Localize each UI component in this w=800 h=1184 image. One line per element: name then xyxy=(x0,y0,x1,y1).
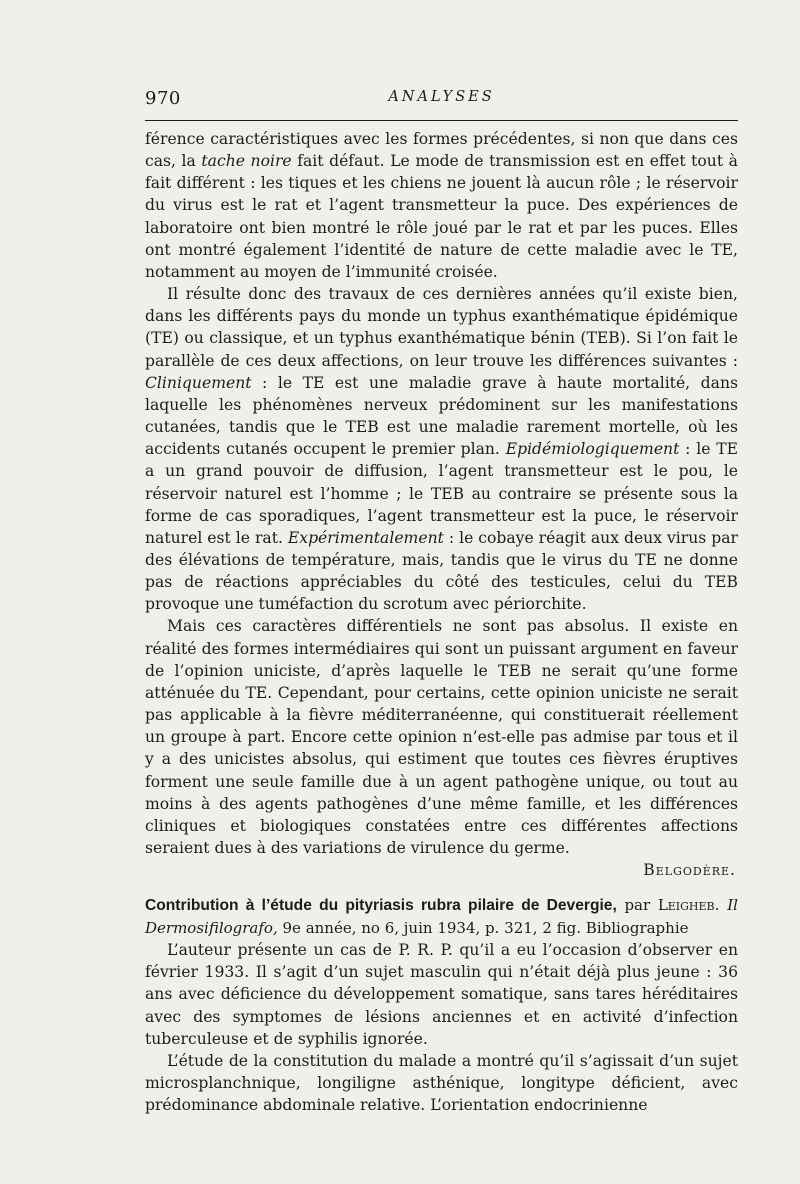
paragraph: Mais ces caractères différentiels ne sont pas absolus. Il existe en réalité des formes intermédiaires qui sont un puissant argument en faveur de l’opinion uniciste, d’après laquelle le TEB ne serait qu’une forme atténuée du TE. Cependant, pour certains, cette opinion uniciste ne serait pas applicable à la fièvre méditerranéenne, qui constituerait réellement un groupe à part. Encore cette opinion n’est-elle pas admise par tous et il y a des unicistes absolus, qui estiment que toutes ces fièvres éruptives forment une seule famille due à un agent pathogène unique, ou tout au moins à des agents pathogènes d’une même famille, et les différences cliniques et biologiques constatées entre ces différentes affections seraient dues à des variations de virulence du germe. xyxy=(145,617,738,857)
running-title: ANALYSES xyxy=(388,89,495,105)
emphasis: Expérimentalement xyxy=(287,528,444,547)
emphasis: Cliniquement xyxy=(145,373,252,392)
emphasis: tache noire xyxy=(201,152,292,171)
journal-name: Il Dermosifilografo, xyxy=(145,896,738,938)
page-number: 970 xyxy=(145,88,181,109)
article-heading: Contribution à l’étude du pityriasis rubra pilaire de Devergie, par Leigheb. Il Dermosifilografo, 9e année, no 6, juin 1934, p. 321, 2 fig. Bibliographie xyxy=(145,896,738,938)
page-header xyxy=(145,88,738,110)
paragraph: Il résulte donc des travaux de ces dernières années qu’il existe bien, dans les différents pays du monde un typhus exanthématique épidémique (TE) ou classique, et un typhus exanthématique bénin (TEB). Si l’on fait le parallèle de ces deux affections, on leur trouve les différences suivantes : Cliniquement : le TE est une maladie grave à haute mortalité, dans laquelle les phénomènes nerveux prédominent sur les manifestations cutanées, tandis que le TEB est une maladie rarement mortelle, où les accidents cutanés occupent le premier plan. Epidémiologiquement : le TE a un grand pouvoir de diffusion, l’agent transmetteur est le pou, le réservoir naturel est l’homme ; le TEB au contraire se présente sous la forme de cas sporadiques, l’agent transmetteur est la puce, le réservoir naturel est le rat. Expérimentalement : le cobaye réagit aux deux virus par des élévations de température, mais, tandis que le virus du TE ne donne pas de réactions appréciables du côté des testicules, celui du TEB provoque une tuméfaction du scrotum avec périorchite. xyxy=(145,285,739,614)
header-rule xyxy=(145,120,738,121)
page-body xyxy=(145,128,738,1116)
paragraph: férence caractéristiques avec les formes précédentes, si non que dans ces cas, la tache noire fait défaut. Le mode de transmission est en effet tout à fait différent : les tiques et les chiens ne jouent là aucun rôle ; le réservoir du virus est le rat et l’agent transmetteur la puce. Des expériences de laboratoire ont bien montré le rôle joué par le rat et par les puces. Elles ont montré également l’identité de nature de cette maladie avec le TE, notamment au moyen de l’immunité croisée. xyxy=(145,130,738,281)
article-author: Leigheb. xyxy=(657,896,720,915)
article-title: Contribution à l’étude du pityriasis rubra pilaire de Devergie, xyxy=(145,897,617,915)
citation-details: 9e année, no 6, juin 1934, p. 321, 2 fig. Bibliographie xyxy=(277,919,689,938)
author-signature: Belgodère. xyxy=(643,861,736,880)
paragraph: L’auteur présente un cas de P. R. P. qu’il a eu l’occasion d’observer en février 1933. Il s’agit d’un sujet masculin qui n’était déjà plus jeune : 36 ans avec déficience du développement somatique, sans tares héréditaires avec des symptomes de lésions anciennes et en activité d’infection tuberculeuse et de syphilis ignorée. xyxy=(145,941,738,1048)
paragraph: L’étude de la constitution du malade a montré qu’il s’agissait d’un sujet microsplanchnique, longiligne asthénique, longitype déficient, avec prédominance abdominale relative. L’orientation endocrinienne xyxy=(145,1051,738,1115)
emphasis: Epidémiologiquement xyxy=(505,440,680,459)
